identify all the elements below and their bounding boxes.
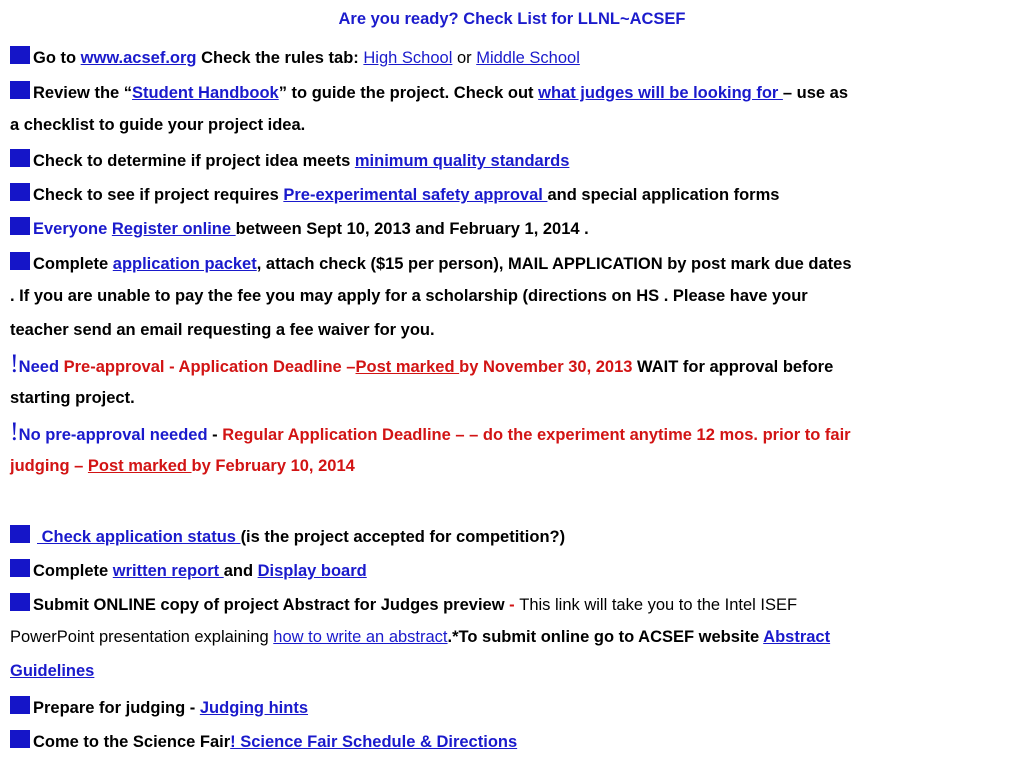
item-safety xyxy=(10,183,779,205)
judging-hints-link[interactable]: Judging hints xyxy=(199,699,309,717)
abstract-cont-text: PowerPoint presentation explaining xyxy=(10,628,274,646)
wait-text: WAIT for approval before xyxy=(632,358,834,376)
item-report xyxy=(10,559,367,581)
item-status xyxy=(10,525,565,547)
nopre-cont xyxy=(10,456,355,476)
nopre-red-text: Regular Application Deadline – – do the experiment anytime 12 mos. prior to fair xyxy=(222,426,851,444)
preapproval-red-text: Pre-approval - Application Deadline – xyxy=(63,358,356,376)
post-marked-link[interactable]: Post marked xyxy=(355,358,460,376)
safety-approval-link[interactable]: Pre-experimental safety approval xyxy=(283,186,548,204)
acsef-link[interactable]: www.acsef.org xyxy=(80,49,197,67)
need-text: Need xyxy=(18,358,64,376)
report-mid-text: and xyxy=(223,562,258,580)
review-post-text: – use as xyxy=(782,84,849,102)
status-post-text: (is the project accepted for competition?) xyxy=(240,528,566,546)
fair-text: Come to the Science Fair xyxy=(33,733,231,751)
nopre-dash: - xyxy=(207,426,223,444)
bullet-square-icon xyxy=(10,81,30,99)
bullet-square-icon xyxy=(10,730,30,748)
post-marked-link-2[interactable]: Post marked xyxy=(87,457,192,475)
abstract-text: Submit ONLINE copy of project Abstract for Judges preview xyxy=(33,596,510,614)
page-title: Are you ready? Check List for LLNL~ACSEF xyxy=(338,10,686,28)
judging-text: Prepare for judging - xyxy=(33,699,200,717)
safety-post-text: and special application forms xyxy=(547,186,780,204)
item-fair xyxy=(10,730,517,752)
bullet-square-icon xyxy=(10,525,30,543)
exclamation-icon: ! xyxy=(10,417,19,446)
register-online-link[interactable]: Register online xyxy=(111,220,236,238)
abstract-cont2 xyxy=(10,661,94,681)
application-status-link[interactable]: Check application status xyxy=(37,528,241,546)
register-text: Everyone xyxy=(33,220,112,238)
display-board-link[interactable]: Display board xyxy=(257,562,367,580)
write-abstract-link[interactable]: how to write an abstract xyxy=(273,628,448,646)
review-mid-text: ” to guide the project. Check out xyxy=(278,84,539,102)
middle-school-link[interactable]: Middle School xyxy=(476,49,580,67)
item-packet xyxy=(10,252,852,274)
report-text: Complete xyxy=(33,562,113,580)
item-go xyxy=(10,46,580,68)
bullet-square-icon xyxy=(10,149,30,167)
exclamation-icon: ! xyxy=(10,349,19,378)
bullet-square-icon xyxy=(10,559,30,577)
abstract-cont xyxy=(10,627,830,647)
go-mid-text: Check the rules tab: xyxy=(196,49,364,67)
written-report-link[interactable]: written report xyxy=(112,562,224,580)
quality-standards-link[interactable]: minimum quality standards xyxy=(354,152,570,170)
student-handbook-link[interactable]: Student Handbook xyxy=(132,84,279,102)
abstract-guidelines-link[interactable]: Abstract xyxy=(763,628,831,646)
abstract-cont-bold: .*To submit online go to ACSEF website xyxy=(447,628,764,646)
bullet-square-icon xyxy=(10,217,30,235)
preapproval-cont: starting project. xyxy=(10,389,135,407)
quality-text: Check to determine if project idea meets xyxy=(33,152,355,170)
nopre-date-text: by February 10, 2014 xyxy=(191,457,355,475)
bullet-square-icon xyxy=(10,46,30,64)
or-text: or xyxy=(452,49,477,67)
bullet-square-icon xyxy=(10,252,30,270)
item-register xyxy=(10,217,589,239)
item-nopre xyxy=(10,417,851,446)
bullet-square-icon xyxy=(10,696,30,714)
fair-schedule-link[interactable]: ! Science Fair Schedule & Directions xyxy=(230,733,518,751)
item-preapproval xyxy=(10,349,834,378)
nopre-judging-text: judging – xyxy=(10,457,88,475)
judges-looking-link[interactable]: what judges will be looking for xyxy=(538,84,783,102)
item-quality xyxy=(10,149,569,171)
packet-cont1: . If you are unable to pay the fee you may apply for a scholarship (directions on HS . Please have your xyxy=(10,287,808,305)
review-cont: a checklist to guide your project idea. xyxy=(10,116,306,134)
preapproval-date-text: by November 30, 2013 xyxy=(459,358,633,376)
abstract-norm-text: This link will take you to the Intel ISEF xyxy=(519,596,798,614)
go-text: Go to xyxy=(33,49,81,67)
abstract-dash: - xyxy=(509,596,520,614)
packet-cont2: teacher send an email requesting a fee waiver for you. xyxy=(10,321,435,339)
packet-text: Complete xyxy=(33,255,113,273)
packet-post-text: , attach check ($15 per person), MAIL APPLICATION by post mark due dates xyxy=(256,255,852,273)
safety-text: Check to see if project requires xyxy=(33,186,284,204)
item-abstract xyxy=(10,593,797,615)
application-packet-link[interactable]: application packet xyxy=(112,255,257,273)
item-review xyxy=(10,81,848,103)
abstract-guidelines-link-2[interactable]: Guidelines xyxy=(10,662,95,680)
review-text: Review the “ xyxy=(33,84,133,102)
bullet-square-icon xyxy=(10,183,30,201)
nopre-text: No pre-approval needed xyxy=(18,426,208,444)
register-post-text: between Sept 10, 2013 and February 1, 2014 . xyxy=(235,220,589,238)
bullet-square-icon xyxy=(10,593,30,611)
item-judging xyxy=(10,696,308,718)
high-school-link[interactable]: High School xyxy=(363,49,453,67)
